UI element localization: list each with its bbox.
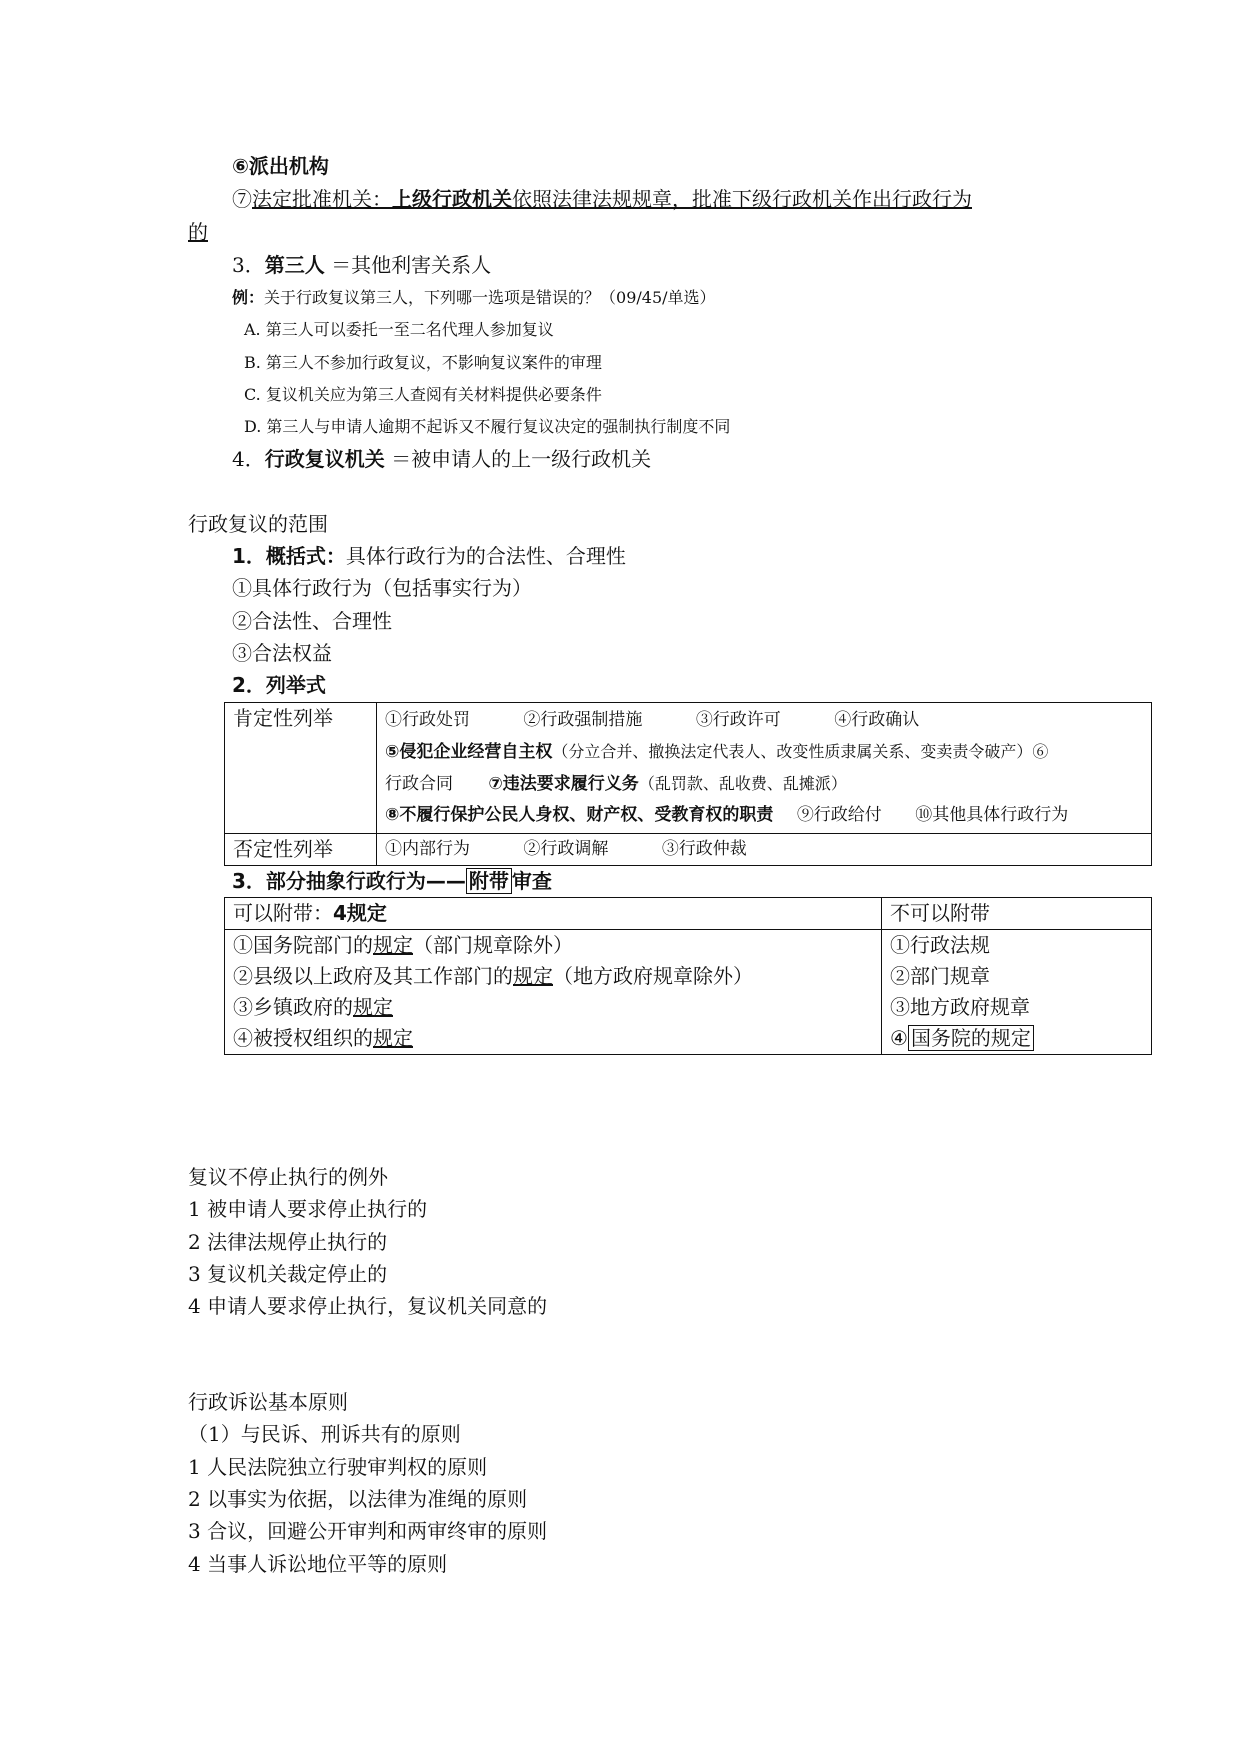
option-c: C. 复议机关应为第三人查阅有关材料提供必要条件 — [244, 385, 602, 404]
principles-title: 行政诉讼基本原则 — [188, 1390, 348, 1414]
can-item-3: ③乡镇政府的规定 — [233, 995, 393, 1019]
can-list — [225, 930, 882, 1055]
col-can-header: 可以附带：4规定 — [225, 898, 882, 930]
table-row — [225, 834, 1152, 866]
cannot-item-2: ②部门规章 — [890, 964, 990, 988]
example-question: 例：关于行政复议第三人，下列哪一选项是错误的？（09/45/单选） — [232, 288, 716, 307]
positive-row-3: 行政合同 ⑦违法要求履行义务（乱罚款、乱收费、乱摊派） — [385, 774, 847, 794]
exception-item-1: 1 被申请人要求停止执行的 — [188, 1197, 428, 1221]
principles-subtitle: （1）与民诉、刑诉共有的原则 — [188, 1422, 461, 1446]
positive-label: 肯定性列举 — [225, 703, 377, 834]
negative-items: ①内部行为 ②行政调解 ③行政仲裁 — [377, 834, 1152, 866]
positive-items — [377, 703, 1152, 834]
table-row — [225, 930, 1152, 1055]
heading-review-organ: 4．行政复议机关 ＝被申请人的上一级行政机关 — [232, 447, 652, 471]
option-d: D. 第三人与申请人逾期不起诉又不履行复议决定的强制执行制度不同 — [244, 417, 731, 436]
can-item-1: ①国务院部门的规定（部门规章除外） — [233, 933, 573, 957]
negative-label: 否定性列举 — [225, 834, 377, 866]
can-item-2: ②县级以上政府及其工作部门的规定（地方政府规章除外） — [233, 964, 753, 988]
can-item-4: ④被授权组织的规定 — [233, 1026, 413, 1050]
exceptions-title: 复议不停止执行的例外 — [188, 1165, 388, 1189]
exception-item-3: 3 复议机关裁定停止的 — [188, 1262, 388, 1286]
principle-item-2: 2 以事实为依据，以法律为准绳的原则 — [188, 1487, 528, 1511]
incidental-review-table — [224, 897, 1152, 1055]
principle-item-3: 3 合议，回避公开审判和两审终审的原则 — [188, 1519, 548, 1543]
table-row — [225, 898, 1152, 930]
cannot-item-3: ③地方政府规章 — [890, 995, 1030, 1019]
cannot-list — [882, 930, 1152, 1055]
exception-item-2: 2 法律法规停止执行的 — [188, 1230, 388, 1254]
principle-item-1: 1 人民法院独立行驶审判权的原则 — [188, 1455, 488, 1479]
enumeration-table — [224, 702, 1152, 866]
cannot-item-1: ①行政法规 — [890, 933, 990, 957]
scope-title: 行政复议的范围 — [188, 512, 328, 536]
principle-item-4: 4 当事人诉讼地位平等的原则 — [188, 1552, 448, 1576]
positive-row-1: ①行政处罚 ②行政强制措施 ③行政许可 ④行政确认 — [385, 710, 920, 730]
item-6: ⑥派出机构 — [232, 154, 329, 178]
item-7-tail: 的 — [188, 220, 208, 244]
table-row — [225, 703, 1152, 834]
cannot-item-4: ④ 国务院的规定 — [890, 1023, 1143, 1054]
scope-enumeration-heading: 2．列举式 — [232, 673, 326, 697]
scope-line-3: ③合法权益 — [232, 641, 332, 665]
option-b: B. 第三人不参加行政复议，不影响复议案件的审理 — [244, 353, 602, 372]
heading-third-party: 3．第三人 ＝其他利害关系人 — [232, 253, 492, 277]
col-cannot-header: 不可以附带 — [882, 898, 1152, 930]
option-a: A. 第三人可以委托一至二名代理人参加复议 — [244, 320, 554, 339]
scope-line-1: ①具体行政行为（包括事实行为） — [232, 576, 532, 600]
item-7: ⑦法定批准机关：上级行政机关依照法律法规规章，批准下级行政机关作出行政行为 — [232, 187, 972, 211]
scope-line-2: ②合法性、合理性 — [232, 609, 392, 633]
positive-row-2: ⑤侵犯企业经营自主权（分立合并、撤换法定代表人、改变性质隶属关系、变卖责令破产）⑥ — [385, 742, 1049, 762]
exception-item-4: 4 申请人要求停止执行，复议机关同意的 — [188, 1294, 548, 1318]
abstract-act-heading: 3．部分抽象行政行为—— 附带 审查 — [232, 869, 552, 893]
scope-general: 1．概括式：具体行政行为的合法性、合理性 — [232, 544, 626, 568]
positive-row-4: ⑧不履行保护公民人身权、财产权、受教育权的职责 ⑨行政给付 ⑩其他具体行政行为 — [385, 805, 1069, 825]
